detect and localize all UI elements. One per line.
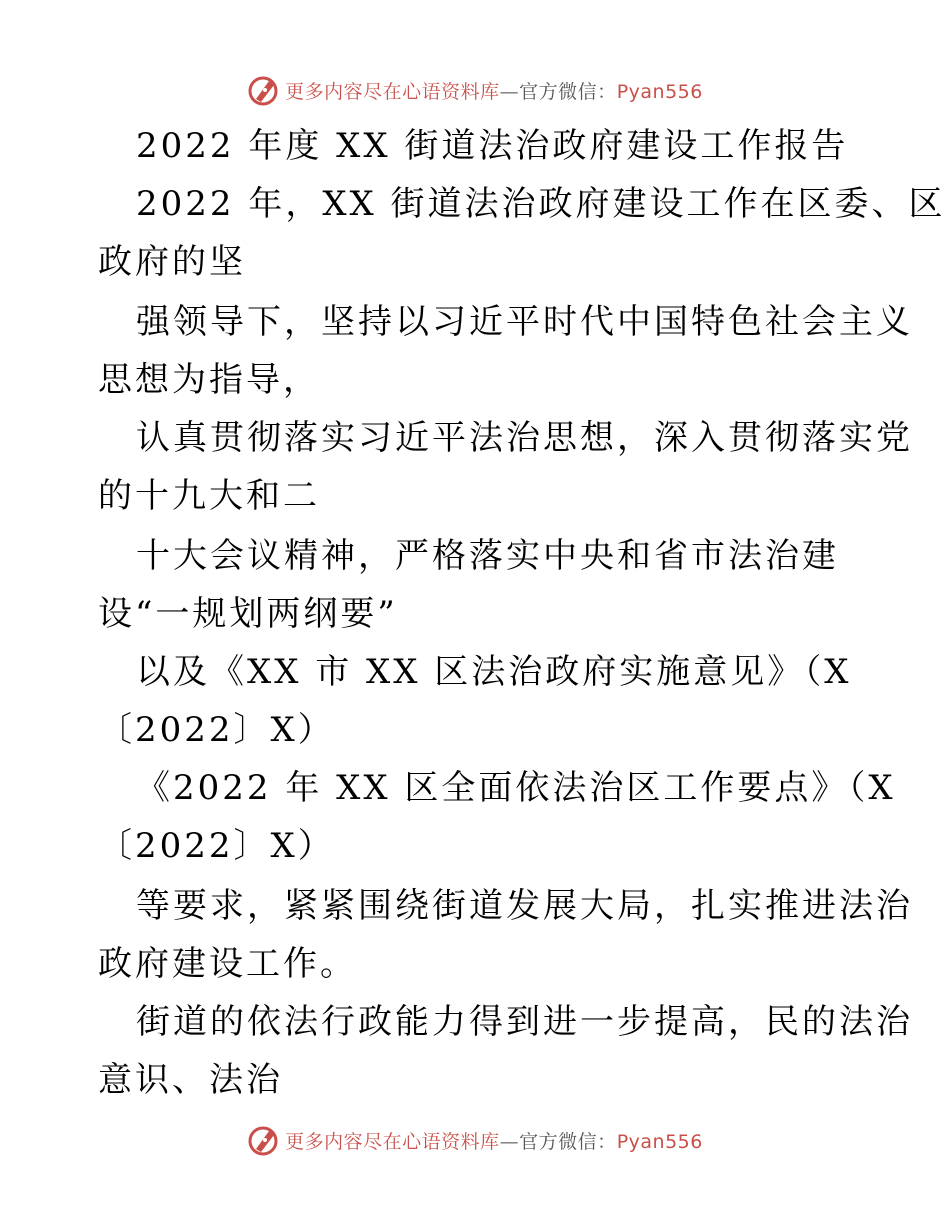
paragraph-line: 思想为指导， [98,360,320,400]
paragraph-line: 2022 年，XX 街道法治政府建设工作在区委、区 [136,184,946,224]
watermark-text [285,77,703,104]
paragraph-line: 认真贯彻落实习近平法治思想，深入贯彻落实党 [136,418,913,458]
watermark-brand: 更多内容尽在心语资料库 [285,80,500,103]
watermark-brand: 更多内容尽在心语资料库 [285,1130,500,1153]
paragraph-line: 街道的依法行政能力得到进一步提高，民的法治 [136,1002,913,1042]
paragraph-line: 〔2022〕X） [98,826,335,866]
watermark-wechat-label: 官方微信： [519,80,617,103]
paragraph-line: 设“一规划两纲要” [98,594,398,634]
paragraph-line: 〔2022〕X） [98,710,335,750]
watermark-footer [0,1120,950,1160]
paragraph-line: 强领导下，坚持以习近平时代中国特色社会主义 [136,302,913,342]
watermark-header [0,70,950,110]
paragraph-line: 政府建设工作。 [98,944,357,984]
paragraph-line: 的十九大和二 [98,476,320,516]
paragraph-line: 十大会议精神，严格落实中央和省市法治建 [136,536,839,576]
paragraph-line: 政府的坚 [98,242,246,282]
watermark-dash: — [499,1130,520,1153]
watermark-wechat-id: Pyan556 [616,80,703,103]
watermark-wechat-label: 官方微信： [519,1130,617,1153]
paragraph-line: 《2022 年 XX 区全面依法治区工作要点》（X [136,768,896,808]
document-title: 2022 年度 XX 街道法治政府建设工作报告 [136,126,849,166]
watermark-dash: — [499,80,520,103]
paragraph-line: 以及《XX 市 XX 区法治政府实施意见》（X [136,652,852,692]
paragraph-line: 等要求，紧紧围绕街道发展大局，扎实推进法治 [136,886,913,926]
pen-nib-logo-icon [247,73,281,107]
watermark-text [285,1127,703,1154]
watermark-wechat-id: Pyan556 [616,1130,703,1153]
paragraph-line: 意识、法治 [98,1060,283,1100]
pen-nib-logo-icon [247,1123,281,1157]
